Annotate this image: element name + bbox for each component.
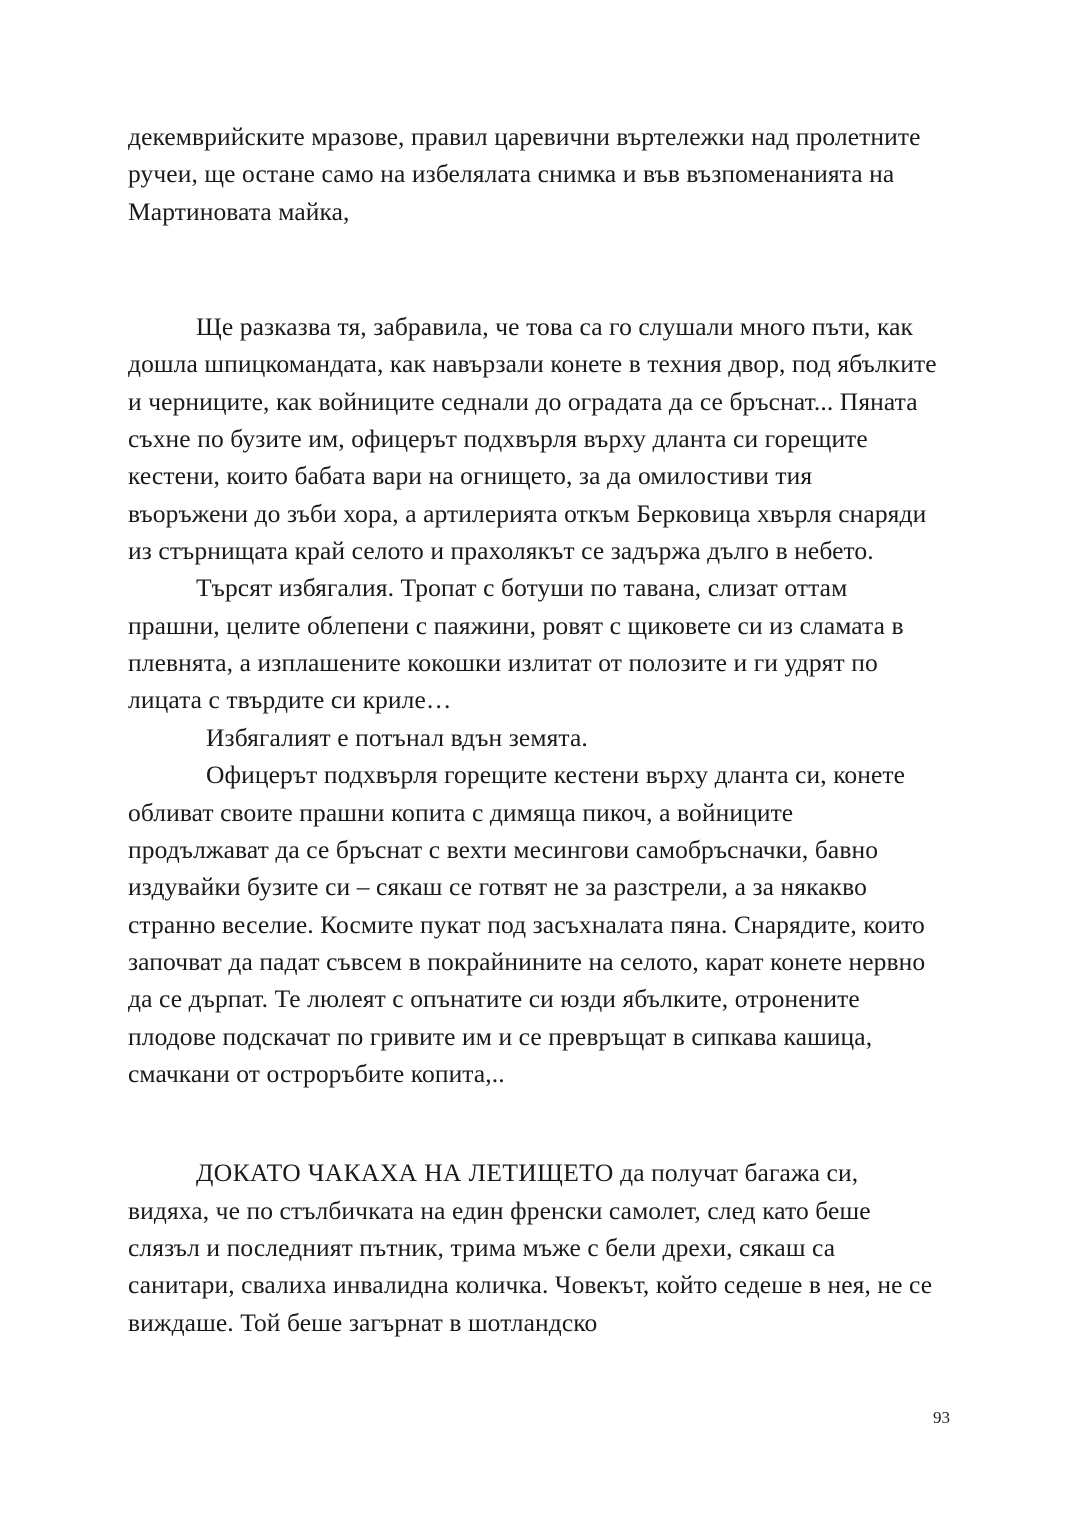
paragraph-continuation: декемврийските мразове, правил царевични въртележки над пролетните ручеи, ще остане само на избелялата снимка и във възпоменанията на Мартиновата майка, [128,122,921,226]
paragraph-narrative-3: Избягалият е потънал вдън земята. [206,722,588,752]
page-text-column [128,118,938,1341]
section-spacer [128,1092,938,1154]
paragraph-narrative-4: Офицерът подхвърля горещите кестени върху дланта си, конете обливат своите прашни копита с димяща пикоч, а войниците продължават да се бръснат с вехти месингови самобръсначки, бавно издувайки бузите си – сякаш се готвят не за разстрели, а за някакво странно веселие. Космите пукат под засъхналата пяна. Снарядите, които започват да падат съвсем в покрайнините на селото, карат конете нервно да се дърпат. Те люлеят с опънатите си юзди ябълките, отронените плодове подскачат по гривите им и се превръщат в сипкава кашица, смачкани от остроръбите копита,.. [128,760,926,1088]
paragraph-narrative-2: Търсят избягалия. Тропат с ботуши по тавана, слизат оттам прашни, целите облепени с паяжини, ровят с щиковете си из сламата в плевнята, а изплашените кокошки излитат от полозите и ги удрят по лицата с твърдите си криле… [128,573,904,715]
section-body-text: да получат багажа си, видяха, че по стълбичката на един френски самолет, след като беше слязъл и последният пътник, трима мъже с бели дрехи, сякаш са санитари, свалиха инвалидна количка. Човекът, който седеше в нея, не се виждаше. Той беше загърнат в шотландско [128,1158,933,1337]
paragraph-narrative-1: Ще разказва тя, забравила, че това са го слушали много пъти, как дошла шпицкомандата, как навързали конете в техния двор, под ябълките и черниците, как войниците седнали до оградата да се бръснат... Пяната съхне по бузите им, офицерът подхвърля върху дланта си горещите кестени, които бабата вари на огнището, за да омилостиви тия въоръжени до зъби хора, а артилерията откъм Берковица хвърля снаряди из стърнищата край селото и прахолякът се задържа дълго в небето. [128,312,937,566]
page-number: 93 [933,1408,950,1427]
section-lead-in: ДОКАТО ЧАКАХА НА ЛЕТИЩЕТО [196,1158,614,1188]
paragraph-spacer [128,230,938,308]
paragraph-new-section [128,1154,938,1341]
